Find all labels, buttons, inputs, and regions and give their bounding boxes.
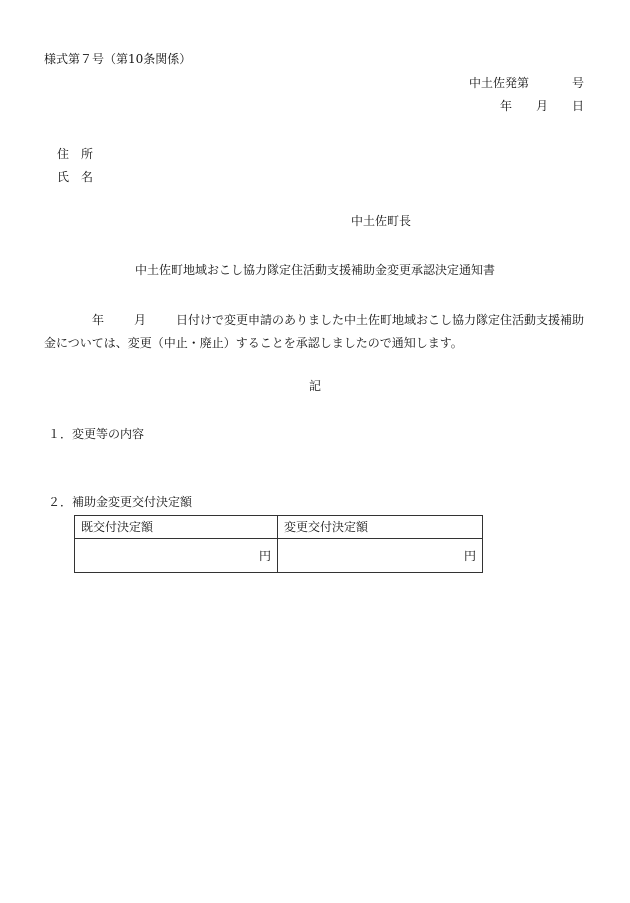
section-1-heading: １．変更等の内容 (48, 427, 145, 441)
header-existing-amount: 既交付決定額 (75, 516, 278, 539)
amount-table (74, 515, 483, 573)
address-label: 住 所 (57, 147, 94, 161)
body-text (44, 309, 586, 355)
date-year: 年 (499, 99, 512, 113)
table-header-row (75, 516, 483, 539)
doc-number-prefix: 中土佐発第 (468, 76, 529, 90)
date-month: 月 (535, 99, 548, 113)
body-year: 年 (92, 313, 105, 327)
section-2-heading: ２．補助金変更交付決定額 (48, 495, 193, 509)
changed-amount-cell: 円 (278, 539, 483, 573)
body-main-text: 日付けで変更申請のありました中土佐町地域おこし協力隊定住活動支援補助金については、変更（中止・廃止）することを承認しましたので通知します。 (44, 313, 585, 350)
document-title: 中土佐町地域おこし協力隊定住活動支援補助金変更承認決定通知書 (134, 263, 495, 277)
table-row (75, 539, 483, 573)
doc-number-suffix: 号 (571, 76, 584, 90)
header-changed-amount: 変更交付決定額 (278, 516, 483, 539)
ki-heading: 記 (308, 379, 321, 393)
form-id: 様式第７号（第10条関係） (44, 52, 192, 66)
existing-amount-cell: 円 (75, 539, 278, 573)
name-label: 氏 名 (57, 170, 94, 184)
date-day: 日 (571, 99, 584, 113)
issue-date (500, 100, 584, 112)
document-number (469, 77, 584, 89)
body-month: 月 (134, 313, 147, 327)
issuer: 中土佐町長 (351, 214, 412, 228)
